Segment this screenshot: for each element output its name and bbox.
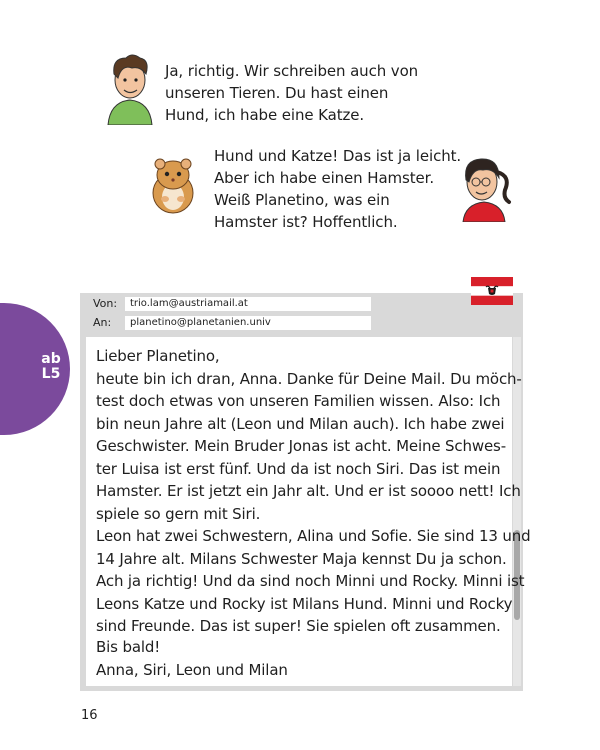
letter-line: spiele so gern mit Siri. [96, 504, 261, 523]
speech-line: Hund, ich habe eine Katze. [165, 106, 365, 124]
speech-bubble-girl [214, 145, 461, 233]
letter-line: bin neun Jahre alt (Leon und Milan auch). Ich habe zwei [96, 414, 505, 433]
letter-line: Lieber Planetino, [96, 347, 220, 365]
speech-line: Hund und Katze! Das ist ja leicht. [214, 147, 462, 165]
letter-line: test doch etwas von unseren Familien wissen. Also: Ich [96, 392, 501, 410]
letter-line: Geschwister. Mein Bruder Jonas ist acht. Meine Schwes- [96, 437, 506, 455]
speech-line: unseren Tieren. Du hast einen [165, 84, 389, 102]
letter-line: Leon hat zwei Schwestern, Alina und Sofie. Sie sind 13 und [96, 527, 531, 545]
speech-bubble-boy [165, 60, 418, 126]
to-field[interactable]: planetino@planetanien.univ [125, 316, 371, 330]
letter-line: Ach ja richtig! Und da sind noch Minni und Rocky. Minni ist [96, 572, 525, 590]
letter-line: sind Freunde. Das ist super! Sie spielen oft zusammen. [96, 617, 501, 635]
letter-line: Hamster. Er ist jetzt ein Jahr alt. Und er ist soooo nett! Ich [96, 482, 521, 500]
letter-line: Leons Katze und Rocky ist Milans Hund. Minni und Rocky [96, 594, 513, 613]
closing-line: Bis bald! [96, 638, 161, 656]
hamster-illustration [147, 155, 199, 215]
austria-flag-icon [471, 277, 513, 305]
workbook-reference-label: ab L5 [41, 351, 61, 382]
page-number: 16 [81, 708, 98, 723]
letter-line: 14 Jahre alt. Milans Schwester Maja kennst Du ja schon. [96, 549, 507, 568]
from-field[interactable]: trio.lam@austriamail.at [125, 297, 371, 311]
speech-line: Aber ich habe einen Hamster. [214, 169, 435, 187]
girl-illustration [455, 150, 513, 222]
speech-line: Weiß Planetino, was ein [214, 191, 390, 209]
from-label: Von: [93, 297, 118, 310]
closing-line: Anna, Siri, Leon und Milan [96, 660, 288, 679]
speech-line: Hamster ist? Hoffentlich. [214, 213, 398, 231]
email-closing [96, 636, 288, 681]
speech-line: Ja, richtig. Wir schreiben auch von [165, 62, 419, 80]
letter-line: heute bin ich dran, Anna. Danke für Deine Mail. Du möch- [96, 369, 522, 388]
to-label: An: [93, 316, 112, 329]
boy-illustration [100, 50, 160, 125]
letter-line: ter Luisa ist erst fünf. Und da ist noch Siri. Das ist mein [96, 459, 501, 478]
email-letter-text [96, 345, 531, 638]
